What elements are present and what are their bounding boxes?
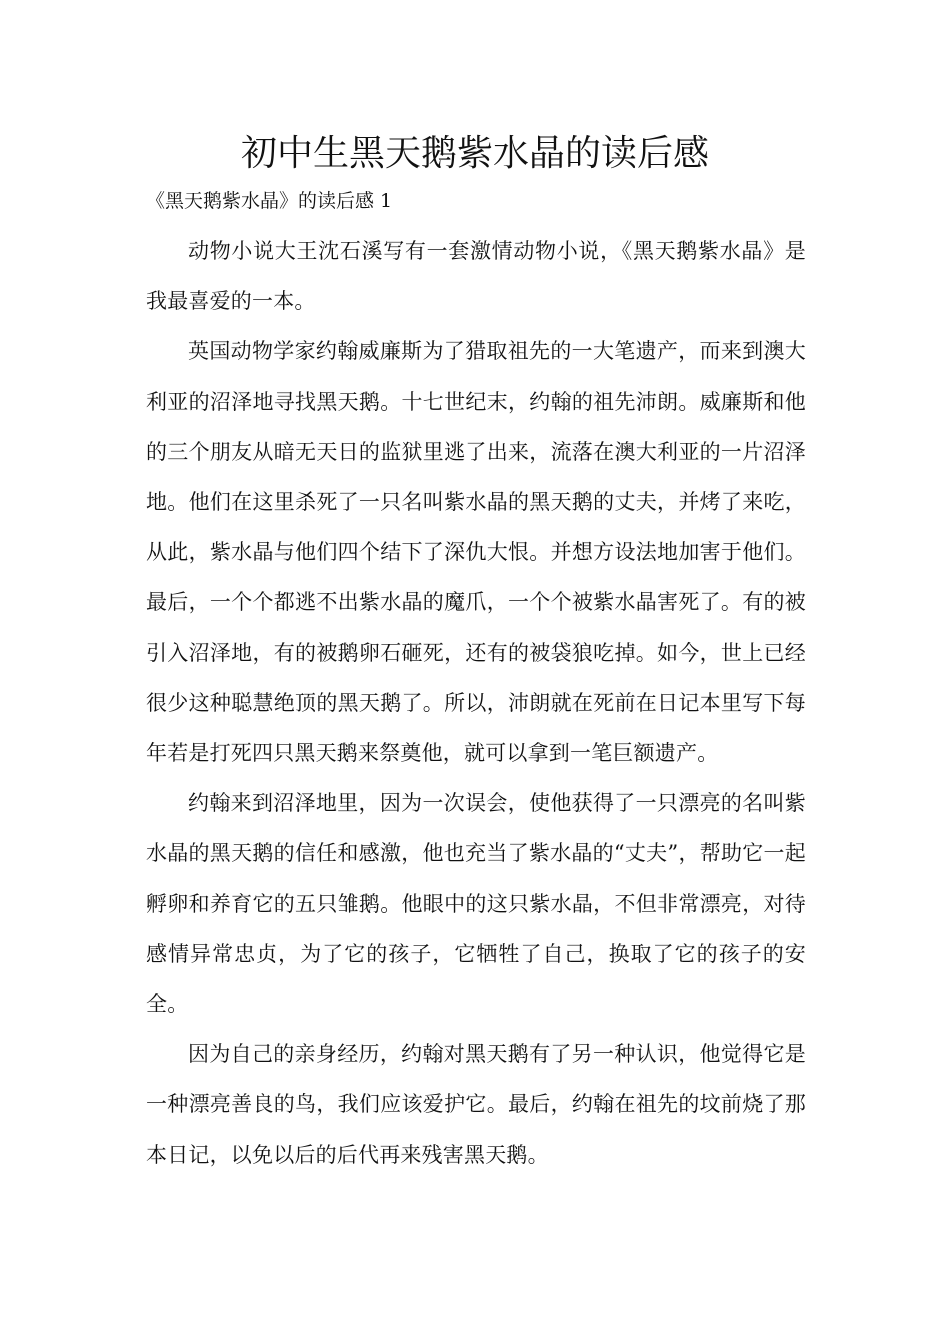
section-heading: 《黑天鹅紫水晶》的读后感 1	[146, 190, 393, 212]
document-title: 初中生黑天鹅紫水晶的读后感	[240, 133, 709, 174]
paragraph-4: 因为自己的亲身经历，约翰对黑天鹅有了另一种认识，他觉得它是一种漂亮善良的鸟，我们应该爱护它。最后，约翰在祖先的坟前烧了那本日记，以免以后的后代再来残害黑天鹅。	[146, 1042, 806, 1167]
paragraph-3: 约翰来到沼泽地里，因为一次误会，使他获得了一只漂亮的名叫紫水晶的黑天鹅的信任和感激，他也充当了紫水晶的“丈夫”，帮助它一起孵卵和养育它的五只雏鹅。他眼中的这只紫水晶，不但非常漂亮，对待感情异常忠贞，为了它的孩子，它牺牲了自己，换取了它的孩子的安全。	[146, 791, 806, 1017]
document-body	[146, 226, 806, 1180]
paragraph-1: 动物小说大王沈石溪写有一套激情动物小说，《黑天鹅紫水晶》是我最喜爱的一本。	[146, 239, 806, 314]
paragraph-2: 英国动物学家约翰威廉斯为了猎取祖先的一大笔遗产，而来到澳大利亚的沼泽地寻找黑天鹅。十七世纪末，约翰的祖先沛朗。威廉斯和他的三个朋友从暗无天日的监狱里逃了出来，流落在澳大利亚的一片沼泽地。他们在这里杀死了一只名叫紫水晶的黑天鹅的丈夫，并烤了来吃，从此，紫水晶与他们四个结下了深仇大恨。并想方设法地加害于他们。最后，一个个都逃不出紫水晶的魔爪，一个个被紫水晶害死了。有的被引入沼泽地，有的被鹅卵石砸死，还有的被袋狼吃掉。如今，世上已经很少这种聪慧绝顶的黑天鹅了。所以，沛朗就在死前在日记本里写下每年若是打死四只黑天鹅来祭奠他，就可以拿到一笔巨额遗产。	[146, 339, 806, 766]
